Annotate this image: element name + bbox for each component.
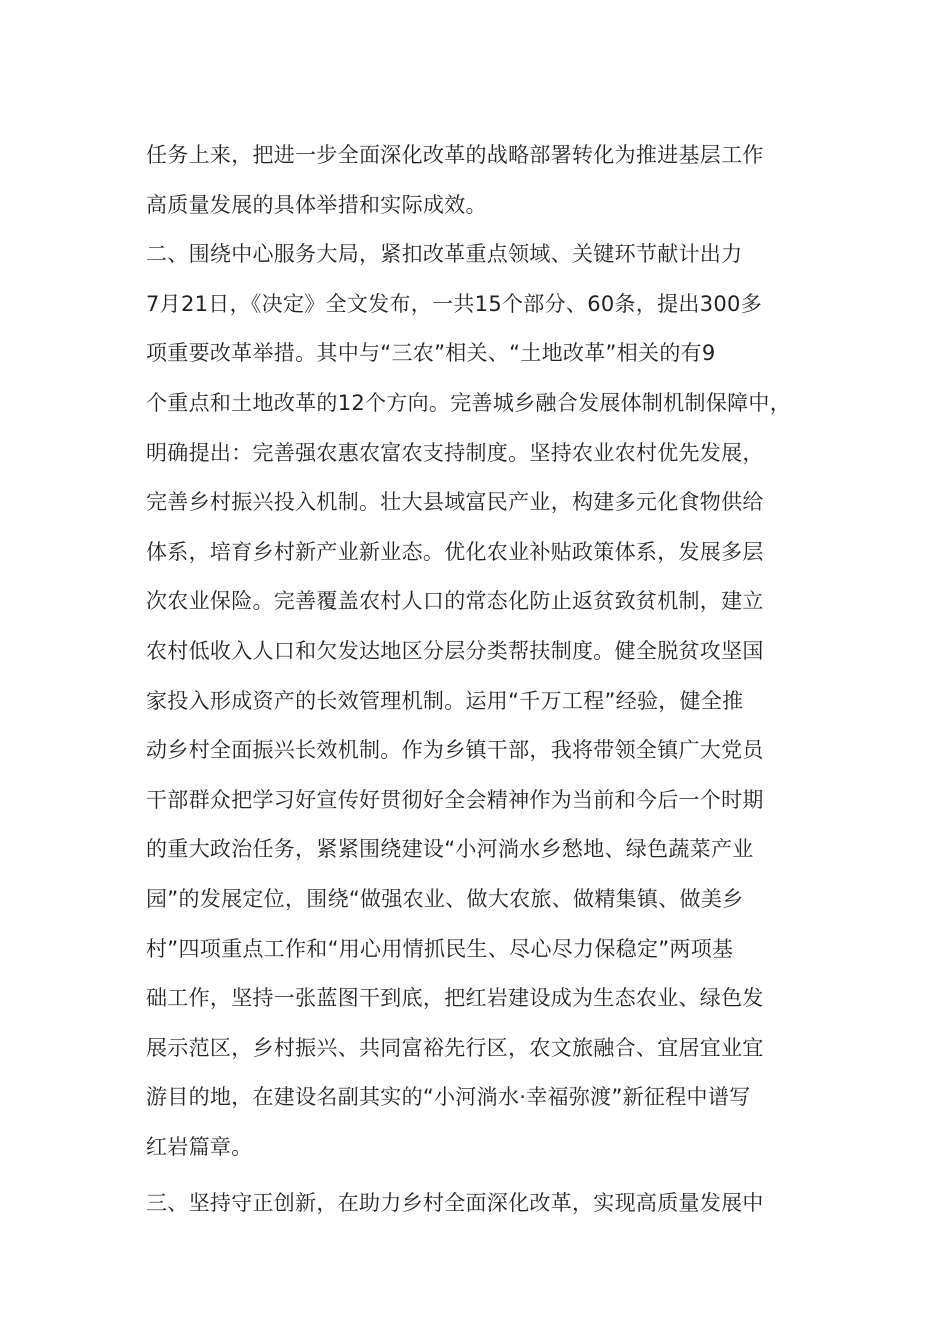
paragraph-2 (146, 280, 818, 1173)
text-line: 高质量发展的具体举措和实际成效。 (146, 192, 487, 217)
text-line: 完善乡村振兴投入机制。壮大县域富民产业，构建多元化食物供给 (146, 490, 764, 515)
paragraph-spacer (146, 1172, 818, 1179)
text-line: 的重大政治任务，紧紧围绕建设“小河淌水乡愁地、绿色蔬菜产业 (146, 837, 754, 862)
section-heading-3: 三、坚持守正创新，在助力乡村全面深化改革，实现高质量发展中 (146, 1191, 764, 1216)
text-line: 红岩篇章。 (146, 1134, 253, 1159)
text-line: 园”的发展定位，围绕“做强农业、做大农旅、做精集镇、做美乡 (146, 886, 744, 911)
paragraph-1 (146, 131, 818, 230)
section-heading-2: 二、围绕中心服务大局，紧扣改革重点领域、关键环节献计出力 (146, 242, 743, 267)
text-line: 干部群众把学习好宣传好贯彻好全会精神作为当前和今后一个时期 (146, 787, 764, 812)
text-line: 个重点和土地改革的12个方向。完善城乡融合发展体制机制保障中， (146, 390, 792, 415)
text-line: 项重要改革举措。其中与“三农”相关、“土地改革”相关的有9 (146, 341, 716, 366)
text-line: 任务上来，把进一步全面深化改革的战略部署转化为推进基层工作 (146, 143, 764, 167)
text-line: 游目的地，在建设名副其实的“小河淌水·幸福弥渡”新征程中谱写 (146, 1085, 751, 1110)
text-line: 家投入形成资产的长效管理机制。运用“千万工程”经验，健全推 (146, 688, 744, 713)
document-body (146, 131, 818, 1229)
text-line: 体系，培育乡村新产业新业态。优化农业补贴政策体系，发展多层 (146, 539, 764, 564)
text-line: 明确提出：完善强农惠农富农支持制度。坚持农业农村优先发展， (146, 440, 764, 465)
text-line: 展示范区，乡村振兴、共同富裕先行区，农文旅融合、宜居宜业宜 (146, 1035, 764, 1060)
text-line: 次农业保险。完善覆盖农村人口的常态化防止返贫致贫机制，建立 (146, 589, 764, 614)
text-line: 动乡村全面振兴长效机制。作为乡镇干部，我将带领全镇广大党员 (146, 738, 764, 763)
text-line: 础工作，坚持一张蓝图干到底，把红岩建设成为生态农业、绿色发 (146, 986, 764, 1011)
text-line: 村”四项重点工作和“用心用情抓民生、尽心尽力保稳定”两项基 (146, 936, 734, 961)
text-line: 农村低收入人口和欠发达地区分层分类帮扶制度。健全脱贫攻坚国 (146, 638, 764, 663)
text-line: 7月21日，《决定》全文发布，一共15个部分、60条，提出300多 (146, 291, 763, 316)
